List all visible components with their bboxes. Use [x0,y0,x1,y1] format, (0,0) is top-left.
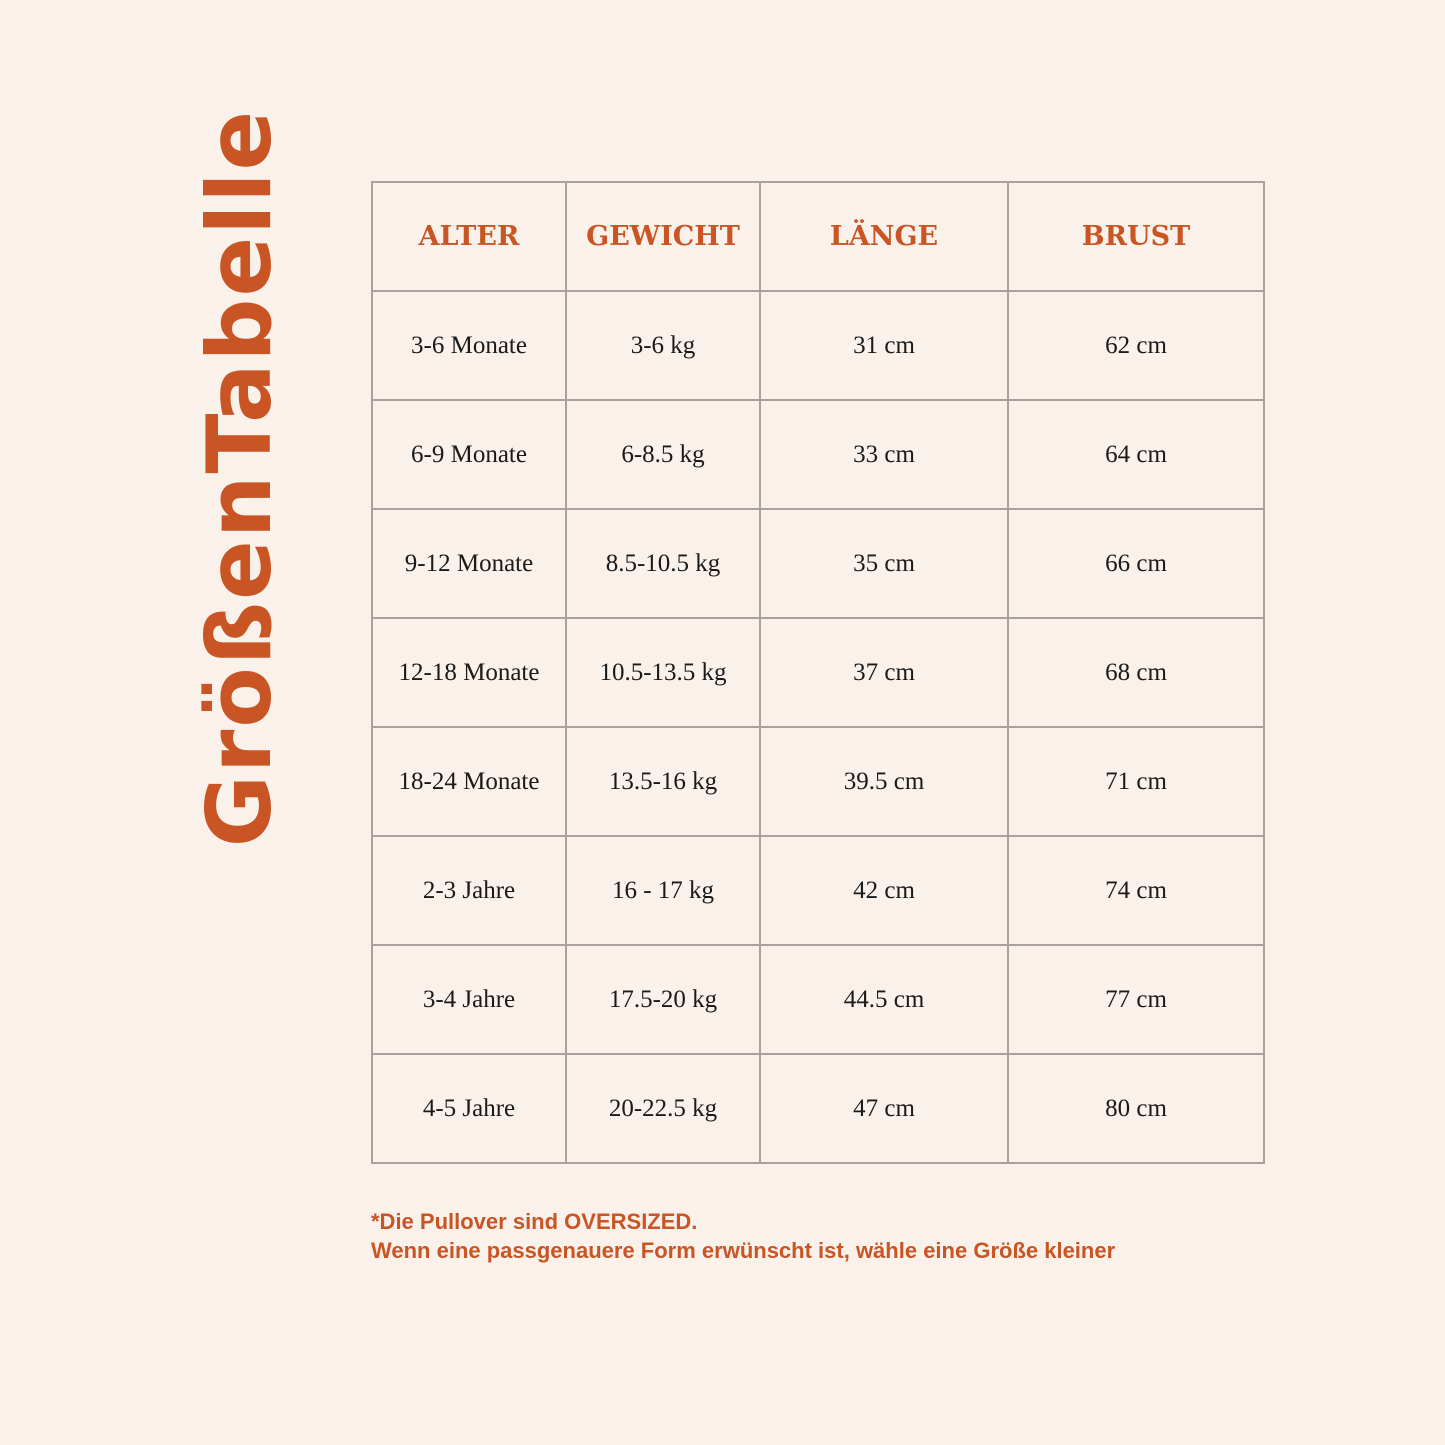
cell-laenge: 37 cm [760,618,1008,727]
cell-laenge: 33 cm [760,400,1008,509]
table-row [372,945,1264,1054]
cell-brust: 80 cm [1008,1054,1264,1163]
footnote [371,1207,1115,1265]
column-header-alter: ALTER [372,182,566,291]
size-table [371,181,1265,1164]
table-row [372,727,1264,836]
cell-brust: 74 cm [1008,836,1264,945]
cell-brust: 66 cm [1008,509,1264,618]
cell-gewicht: 6-8.5 kg [566,400,760,509]
table-row [372,291,1264,400]
cell-brust: 71 cm [1008,727,1264,836]
cell-gewicht: 13.5-16 kg [566,727,760,836]
column-header-laenge: LÄNGE [760,182,1008,291]
cell-alter: 18-24 Monate [372,727,566,836]
cell-alter: 3-4 Jahre [372,945,566,1054]
cell-alter: 4-5 Jahre [372,1054,566,1163]
cell-gewicht: 16 - 17 kg [566,836,760,945]
cell-brust: 62 cm [1008,291,1264,400]
cell-brust: 68 cm [1008,618,1264,727]
table-row [372,1054,1264,1163]
footnote-line-size-advice: Wenn eine passgenauere Form erwünscht ist, wähle eine Größe kleiner [371,1238,1116,1263]
cell-laenge: 42 cm [760,836,1008,945]
cell-alter: 12-18 Monate [372,618,566,727]
cell-brust: 77 cm [1008,945,1264,1054]
table-header-row [372,182,1264,291]
cell-gewicht: 8.5-10.5 kg [566,509,760,618]
cell-laenge: 47 cm [760,1054,1008,1163]
cell-gewicht: 10.5-13.5 kg [566,618,760,727]
cell-gewicht: 3-6 kg [566,291,760,400]
table-row [372,509,1264,618]
page-title: GrößenTabelle [188,108,291,848]
cell-gewicht: 17.5-20 kg [566,945,760,1054]
cell-laenge: 31 cm [760,291,1008,400]
table-row [372,836,1264,945]
table-row [372,618,1264,727]
footnote-line-oversized: *Die Pullover sind OVERSIZED. [371,1209,698,1234]
cell-alter: 6-9 Monate [372,400,566,509]
cell-gewicht: 20-22.5 kg [566,1054,760,1163]
cell-alter: 3-6 Monate [372,291,566,400]
cell-laenge: 35 cm [760,509,1008,618]
cell-laenge: 39.5 cm [760,727,1008,836]
column-header-gewicht: GEWICHT [566,182,760,291]
cell-laenge: 44.5 cm [760,945,1008,1054]
cell-brust: 64 cm [1008,400,1264,509]
table-row [372,400,1264,509]
column-header-brust: BRUST [1008,182,1264,291]
cell-alter: 2-3 Jahre [372,836,566,945]
cell-alter: 9-12 Monate [372,509,566,618]
